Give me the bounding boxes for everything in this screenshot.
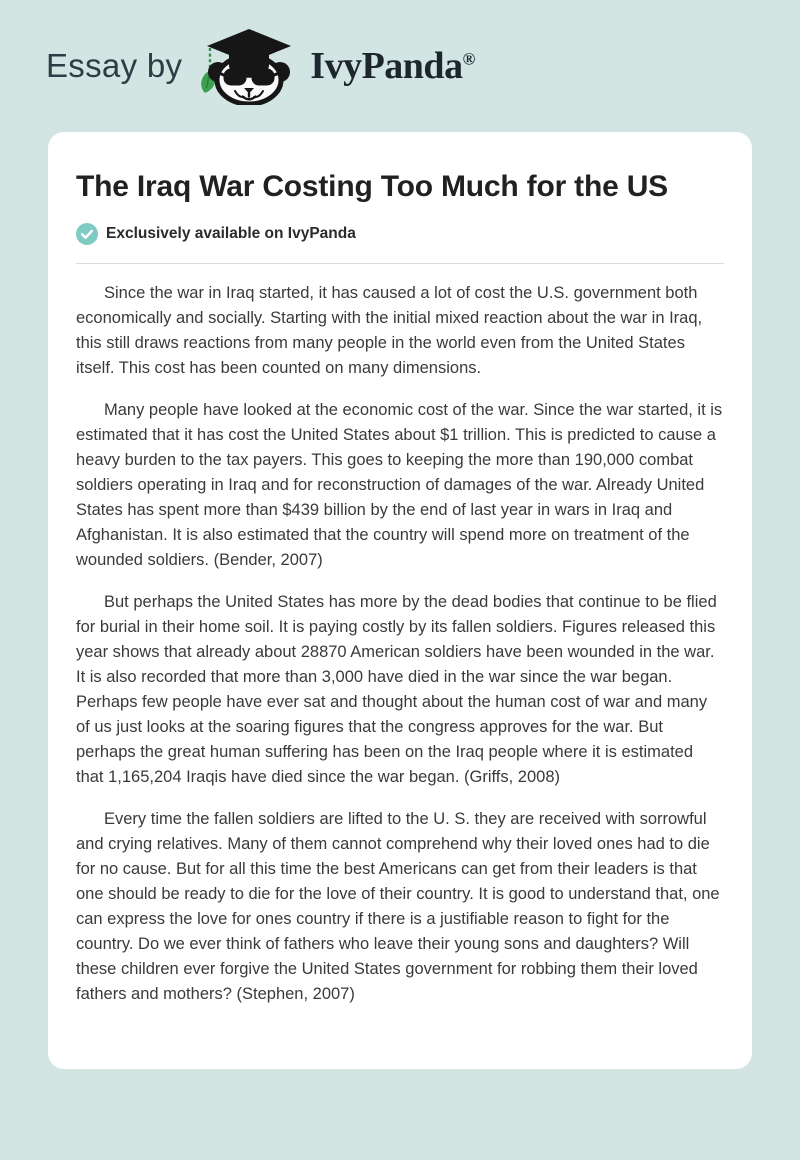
- brand-name: IvyPanda®: [310, 45, 476, 87]
- essay-by-label: Essay by: [46, 47, 183, 84]
- divider: [76, 263, 724, 264]
- availability-label: Exclusively available on IvyPanda: [106, 225, 356, 242]
- essay-paragraph-4: Every time the fallen soldiers are lifted to the U. S. they are received with sorrowful and crying relatives. Many of them cannot comprehend why their loved ones had to die for no cause. But for all this time the best Americans can get from their leaders is that one should be ready to die for the love of their country. It is good to understand that, one can express the love for ones country if there is a justifiable reason to fight for the country. Do we ever think of fathers who leave their young sons and daughters? Will these children ever forgive the United States government for robbing them their loved fathers and mothers? (Stephen, 2007): [76, 810, 720, 1003]
- essay-paragraph-3: But perhaps the United States has more by the dead bodies that continue to be flied for burial in their home soil. It is paying costly by its fallen soldiers. Figures released this year shows that already about 28870 American soldiers have been wounded in the war. It is also recorded that more than 3,000 have died in the war since the war began. Perhaps few people have ever sat and thought about the human cost of war and many of us just looks at the soaring figures that the congress approves for the war. But perhaps the great human suffering has been on the Iraq people where it is estimated that 1,165,204 Iraqis have died since the war began. (Griffs, 2008): [76, 593, 717, 786]
- essay-title: The Iraq War Costing Too Much for the US: [76, 170, 668, 203]
- site-header: [0, 0, 800, 132]
- essay-body: [76, 281, 724, 1007]
- essay-paragraph-1: Since the war in Iraq started, it has caused a lot of cost the U.S. government both economically and socially. Starting with the initial mixed reaction about the war in Iraq, this still draws reactions from many people in the world even from the United States itself. This cost has been counted on many dimensions.: [76, 284, 703, 377]
- essay-paragraph-2: Many people have looked at the economic cost of the war. Since the war started, it is estimated that it has cost the United States about $1 trillion. This is predicted to cause a heavy burden to the tax payers. This goes to keeping the more than 190,000 combat soldiers operating in Iraq and for reconstruction of damages of the war. Already United States has spent more than $439 billion by the end of last year in wars in Iraq and Afghanistan. It is also estimated that the country will spend more on treatment of the wounded soldiers. (Bender, 2007): [76, 401, 723, 569]
- ivypanda-panda-logo-icon: [197, 27, 297, 105]
- registered-trademark: ®: [462, 49, 476, 69]
- check-circle-icon: [76, 223, 98, 245]
- essay-card: [48, 132, 752, 1069]
- availability-badge: [76, 223, 724, 245]
